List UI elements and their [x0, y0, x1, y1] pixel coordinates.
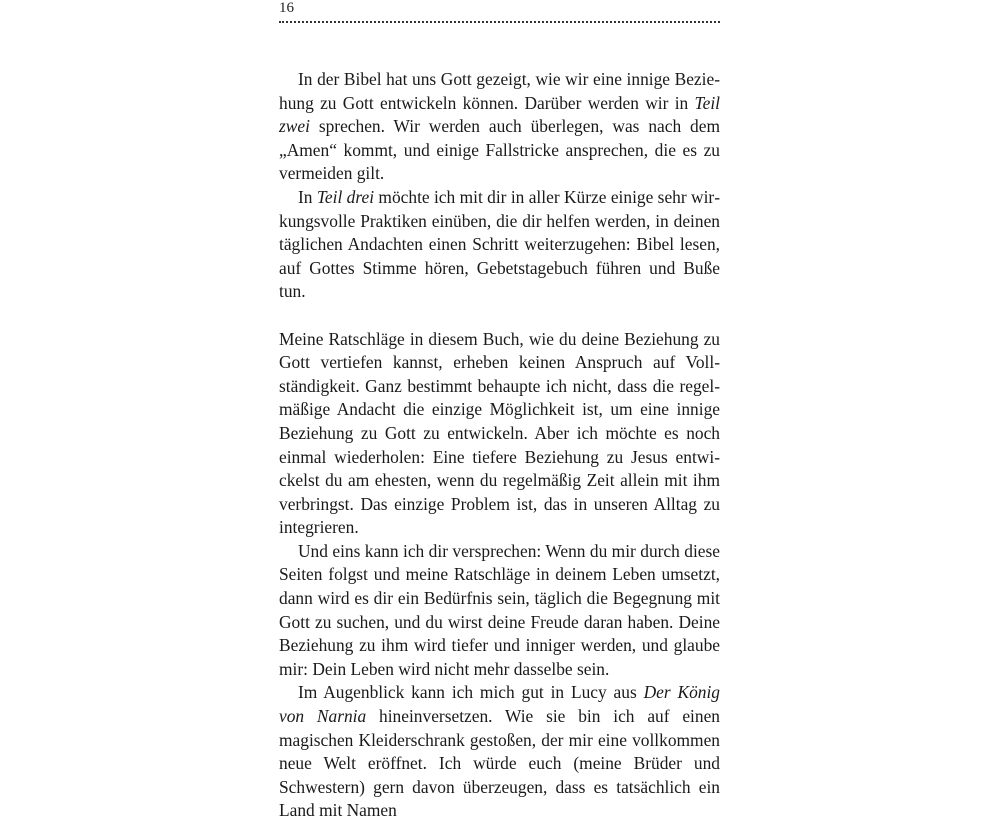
- paragraph-1-italic-teil-zwei: Teil zwei: [279, 92, 720, 137]
- header-dotted-rule: [279, 21, 720, 23]
- paragraph-3-text: Meine Ratschläge in diesem Buch, wie du deine Beziehung zu Gott vertiefen kannst, erheben keinen Anspruch auf Vollständigkeit. Ganz bestimmt behaupte ich nicht, dass die regelmäßige Andacht die einzige Möglichkeit ist, um eine innige Beziehung zu Gott zu entwickeln. Aber ich möchte es noch einmal wiederholen: Eine tiefere Beziehung zu Jesus entwickelst du am ehesten, wenn du regelmäßig Zeit allein mit ihm verbringst. Das einzige Problem ist, das in unseren Alltag zu integrieren.: [279, 328, 720, 538]
- paragraph-4: [279, 540, 720, 682]
- paragraph-1-text-b: sprechen. Wir werden auch überlegen, was nach dem „Amen“ kommt, und einige Fallstricke ansprechen, die es zu vermeiden gilt.: [279, 116, 720, 184]
- page-header: [279, 0, 720, 24]
- paragraph-5-text-b: hineinversetzen. Wie sie bin ich auf einen magischen Kleiderschrank gestoßen, der mir eine vollkommen neue Welt eröffnet. Ich würde euch (meine Brüder und Schwestern) gern davon überzeugen, dass es tatsächlich ein Land mit Namen: [279, 706, 720, 821]
- body-text: [279, 68, 720, 823]
- paragraph-1-text-a: In der Bibel hat uns Gott gezeigt, wie wir eine innige Beziehung zu Gott entwickeln können. Darüber werden wir in: [279, 69, 720, 113]
- paragraph-5: [279, 681, 720, 823]
- paragraph-3: [279, 328, 720, 540]
- paragraph-1: [279, 68, 720, 186]
- page-number: 16: [279, 0, 294, 16]
- book-page: [279, 0, 720, 821]
- paragraph-2: [279, 186, 720, 304]
- paragraph-2-italic-teil-drei: Teil drei: [316, 186, 375, 207]
- paragraph-5-italic-koenig-von-narnia: Der König von Narnia: [279, 682, 720, 727]
- paragraph-5-text-a: Im Augenblick kann ich mich gut in Lucy aus: [298, 682, 644, 703]
- paragraph-2-text-b: möchte ich mit dir in aller Kürze einige sehr wirkungsvolle Praktiken einüben, die dir helfen werden, in deinen täglichen Andachten einen Schritt weiterzugehen: Bibel lesen, auf Gottes Stimme hören, Gebetstagebuch führen und Buße tun.: [279, 186, 720, 302]
- paragraph-2-text-a: In: [298, 186, 317, 207]
- paragraph-4-text: Und eins kann ich dir versprechen: Wenn du mir durch diese Seiten folgst und meine Ratschläge in deinem Leben umsetzt, dann wird es dir ein Bedürfnis sein, täglich die Begegnung mit Gott zu suchen, und du wirst deine Freude daran haben. Deine Beziehung zu ihm wird tiefer und inniger werden, und glaube mir: Dein Leben wird nicht mehr dasselbe sein.: [279, 540, 720, 679]
